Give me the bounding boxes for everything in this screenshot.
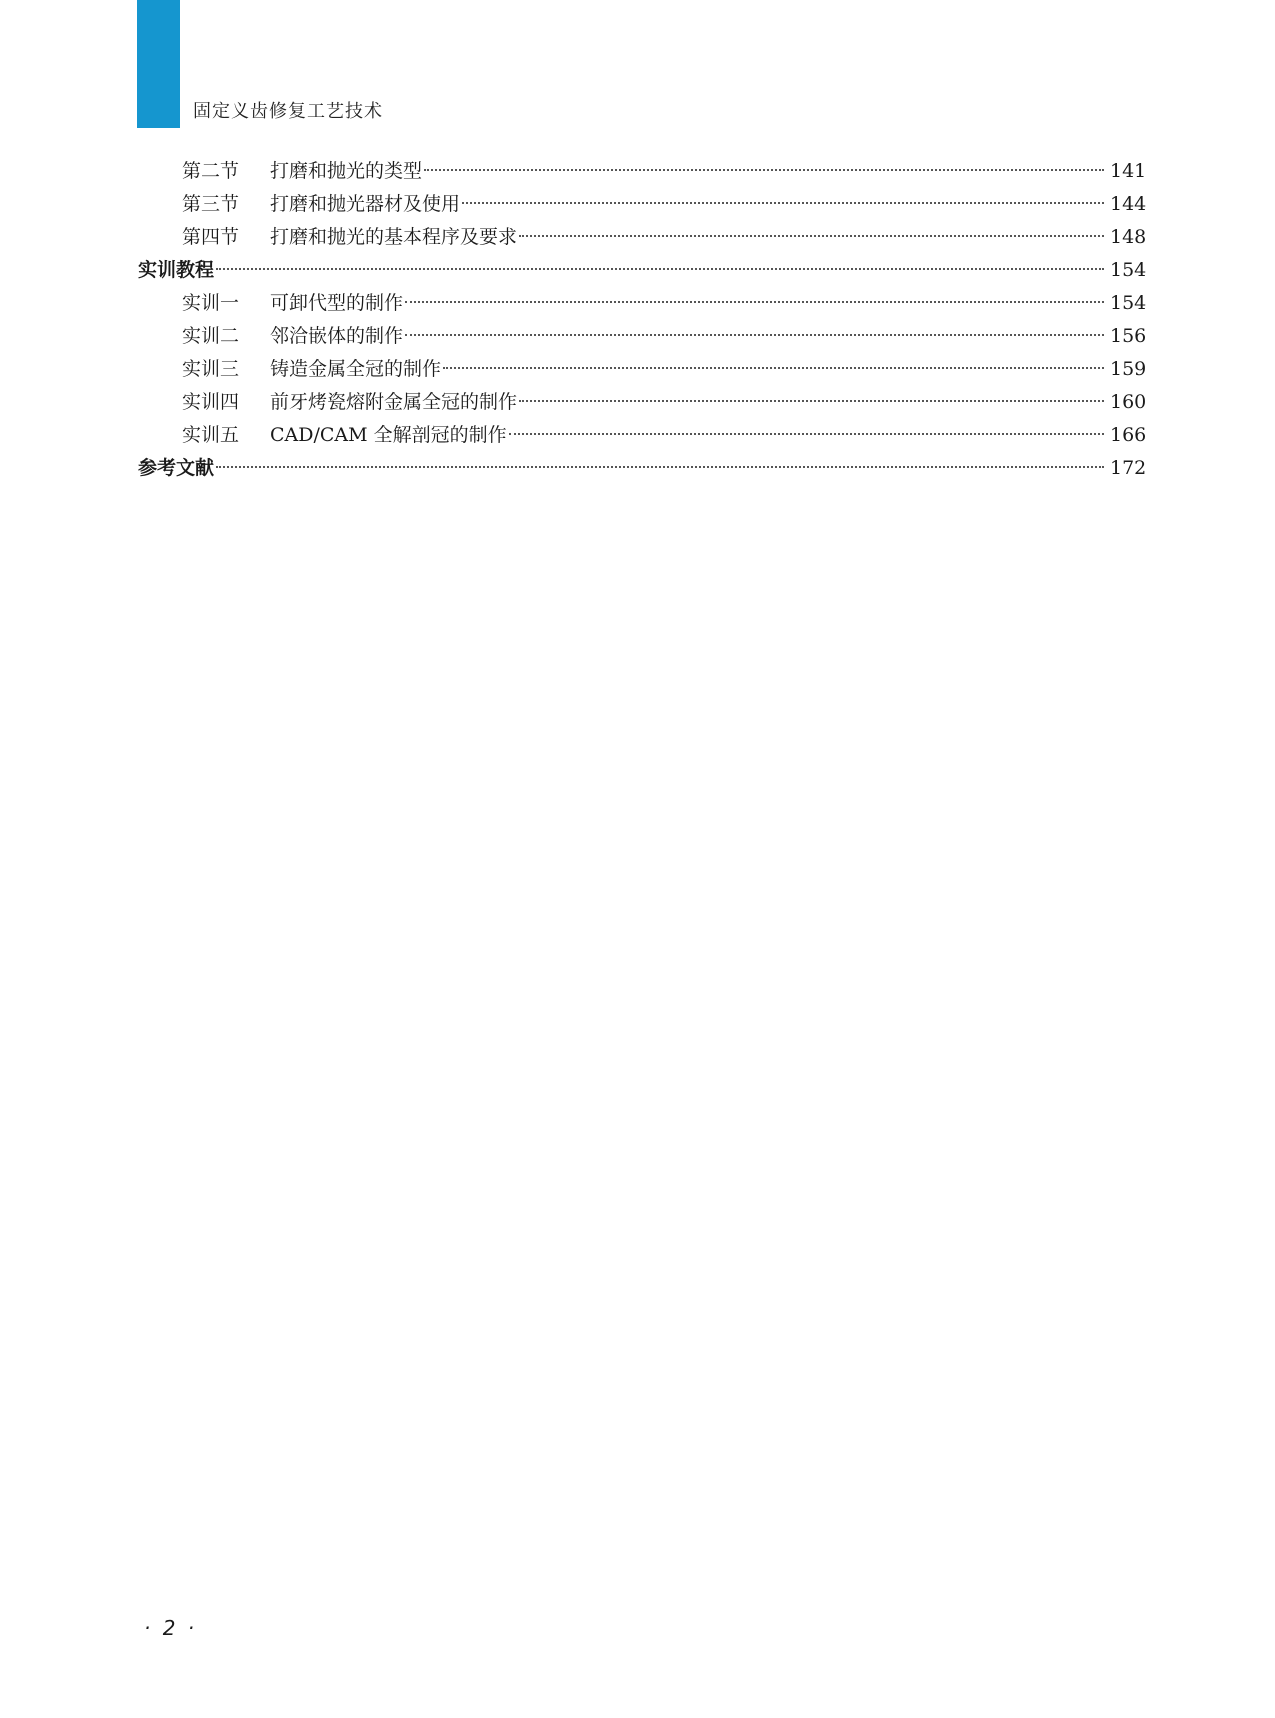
toc-entry-label: 实训五: [182, 424, 240, 446]
toc-entry-title: 可卸代型的制作: [270, 292, 404, 314]
table-of-contents: [138, 156, 1146, 486]
toc-entry-page: 148: [1110, 226, 1147, 248]
toc-entry-label: 第四节: [182, 226, 240, 248]
toc-entry-label: 第三节: [182, 193, 240, 215]
toc-section-entry[interactable]: [138, 420, 1146, 453]
toc-section-entry[interactable]: [138, 387, 1146, 420]
toc-dot-leader: [216, 268, 1104, 270]
toc-entry-page: 154: [1110, 259, 1147, 281]
toc-entry-title: 邻洽嵌体的制作: [270, 325, 404, 347]
toc-dot-leader: [405, 334, 1104, 336]
toc-entry-page: 144: [1110, 193, 1147, 215]
toc-dot-leader: [519, 235, 1104, 237]
toc-entry-title: 实训教程: [138, 259, 215, 281]
toc-entry-page: 156: [1110, 325, 1147, 347]
toc-entry-page: 172: [1110, 457, 1147, 479]
toc-section-entry[interactable]: [138, 156, 1146, 189]
toc-dot-leader: [509, 433, 1104, 435]
toc-section-entry[interactable]: [138, 222, 1146, 255]
toc-section-entry[interactable]: [138, 321, 1146, 354]
toc-dot-leader: [424, 169, 1104, 171]
toc-entry-label: 实训二: [182, 325, 240, 347]
toc-entry-page: 159: [1110, 358, 1147, 380]
toc-section-entry[interactable]: [138, 189, 1146, 222]
toc-entry-page: 154: [1110, 292, 1147, 314]
toc-dot-leader: [519, 400, 1104, 402]
toc-chapter-entry[interactable]: [138, 255, 1146, 288]
toc-entry-title: 参考文献: [138, 457, 215, 479]
toc-dot-leader: [462, 202, 1104, 204]
toc-entry-title: CAD/CAM 全解剖冠的制作: [270, 424, 507, 446]
toc-dot-leader: [405, 301, 1104, 303]
toc-entry-page: 160: [1110, 391, 1147, 413]
toc-dot-leader: [443, 367, 1104, 369]
toc-entry-page: 141: [1110, 160, 1147, 182]
toc-section-entry[interactable]: [138, 354, 1146, 387]
toc-entry-title: 打磨和抛光的类型: [270, 160, 423, 182]
toc-chapter-entry[interactable]: [138, 453, 1146, 486]
header-color-bar: [137, 0, 180, 128]
toc-entry-title: 前牙烤瓷熔附金属全冠的制作: [270, 391, 518, 413]
toc-entry-label: 实训四: [182, 391, 240, 413]
toc-dot-leader: [216, 466, 1104, 468]
toc-section-entry[interactable]: [138, 288, 1146, 321]
toc-entry-title: 铸造金属全冠的制作: [270, 358, 442, 380]
toc-entry-title: 打磨和抛光的基本程序及要求: [270, 226, 518, 248]
toc-entry-page: 166: [1110, 424, 1147, 446]
toc-entry-label: 实训一: [182, 292, 240, 314]
toc-entry-label: 实训三: [182, 358, 240, 380]
toc-entry-label: 第二节: [182, 160, 240, 182]
page-number: · 2 ·: [144, 1616, 198, 1640]
book-title: 固定义齿修复工艺技术: [193, 101, 383, 122]
toc-entry-title: 打磨和抛光器材及使用: [270, 193, 461, 215]
